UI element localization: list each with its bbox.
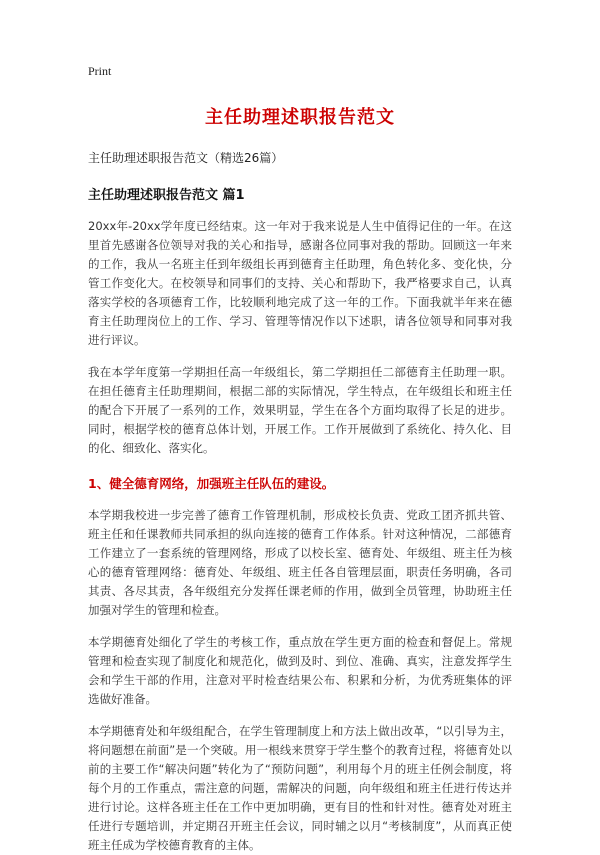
article-subtitle: 主任助理述职报告范文（精选26篇）: [88, 151, 284, 165]
paragraph: 本学期我校进一步完善了德育工作管理机制，形成校长负责、党政工团齐抓共管、班主任和任课教师共同承担的纵向连接的德育工作体系。针对这种情况，二部德育工作建立了一套系统的管理网络，形成了以校长室、德育处、年级组、班主任为核心的德育管理网络：德育处、年级组、班主任各自管理层面，职责任务明确，各司其责、各尽其责，各年级组充分发挥任课老师的作用，做到全员管理，协助班主任加强对学生的管理和检查。: [88, 508, 512, 617]
paragraph: 本学期德育处和年级组配合，在学生管理制度上和方法上做出改革，“以引导为主，将问题想在前面”是一个突破。用一根线来贯穿于学生整个的教育过程，将德育处以前的主要工作“解决问题”转化为了“预防问题”，利用每个月的班主任例会制度，将每个月的工作重点，需注意的问题，需解决的问题，向年级组和班主任进行传达并进行讨论。这样各班主任在工作中更加明确，更有目的性和针对性。德育处对班主任进行专题培训，并定期召开班主任会议，同时辅之以月“考核制度”，从而真正使班主任成为学校德育教育的主体。: [88, 724, 512, 852]
page-title: 主任助理述职报告范文: [205, 107, 395, 128]
list-heading-1: 1、健全德育网络，加强班主任队伍的建设。: [88, 476, 335, 491]
section-title: 主任助理述职报告范文 篇1: [88, 188, 245, 203]
paragraph: 本学期德育处细化了学生的考核工作，重点放在学生更方面的检查和督促上。常规管理和检查实现了制度化和规范化，做到及时、到位、准确、真实，注意发挥学生会和学生干部的作用，注意对平时检查结果公布、积累和分析，为优秀班集体的评选做好准备。: [88, 635, 512, 706]
paragraph: 20xx年-20xx学年度已经结束。这一年对于我来说是人生中值得记住的一年。在这里首先感谢各位领导对我的关心和指导，感谢各位同事对我的帮助。回顾这一年来的工作，我从一名班主任到年级组长再到德育主任助理，角色转化多、变化快，分管工作变化大。在校领导和同事们的支持、关心和帮助下，我严格要求自己，认真落实学校的各项德育工作，比较顺利地完成了这一年的工作。下面我就半年来在德育主任助理岗位上的工作、学习、管理等情况作以下述职，请各位领导和同事对我进行评议。: [88, 219, 512, 347]
print-button[interactable]: Print: [88, 64, 112, 78]
paragraph: 我在本学年度第一学期担任高一年级组长，第二学期担任二部德育主任助理一职。在担任德育主任助理期间，根据二部的实际情况，学生特点，在年级组长和班主任的配合下开展了一系列的工作，效果明显，学生在各个方面均取得了长足的进步。同时，根据学校的德育总体计划，开展工作。工作开展做到了系统化、持久化、目的化、细致化、落实化。: [88, 365, 512, 455]
